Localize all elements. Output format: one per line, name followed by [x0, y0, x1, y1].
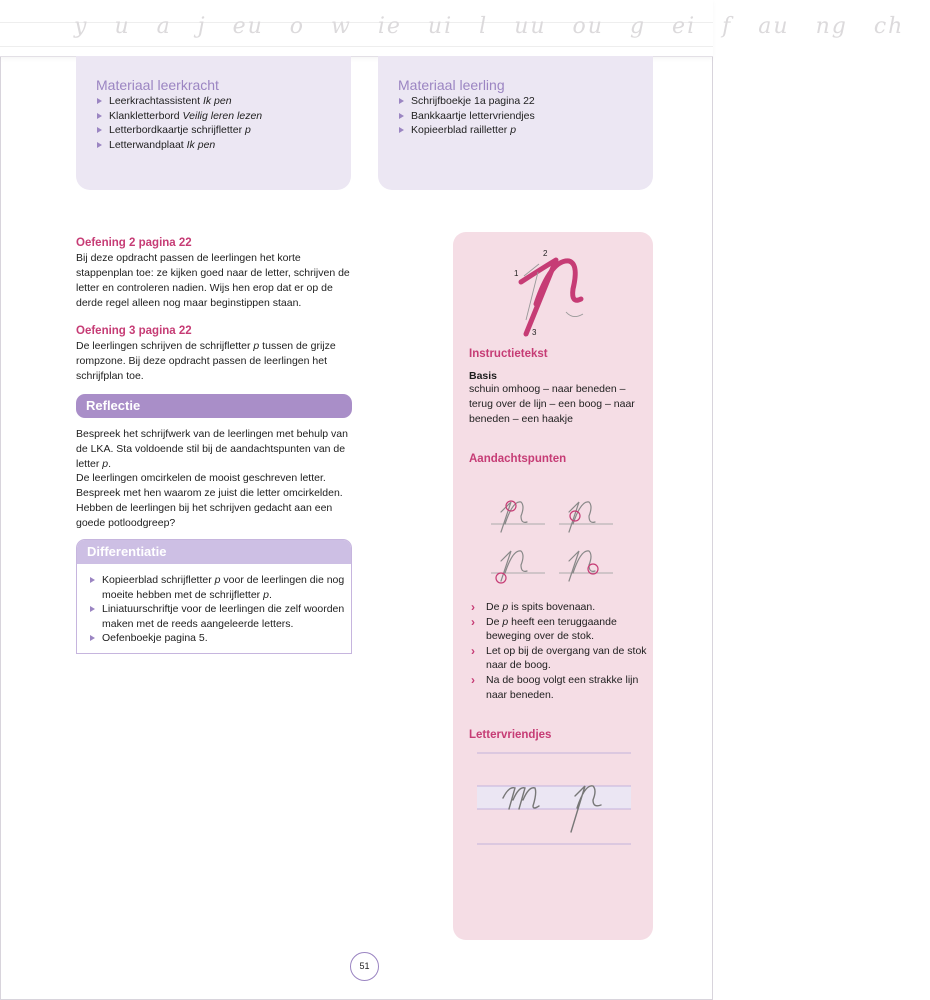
cursive-letter: o	[289, 14, 306, 39]
cursive-letter: ch	[873, 14, 905, 39]
cursive-letter: l	[479, 14, 489, 39]
list-item: Klankletterbord Veilig leren lezen	[96, 109, 262, 124]
stroke-number-1: 1	[514, 269, 519, 278]
stroke-number-3: 3	[532, 328, 537, 337]
cursive-letter: eu	[232, 14, 264, 39]
list-item: Bankkaartje lettervriendjes	[398, 109, 535, 124]
stroke-number-2: 2	[543, 249, 548, 258]
cursive-letter: f	[722, 14, 733, 39]
cursive-letter: ei	[672, 14, 697, 39]
list-item: › Let op bij de overgang van de stok naar de boog.	[471, 643, 647, 672]
cursive-letter: ng	[815, 14, 848, 39]
instructietekst-title: Instructietekst	[469, 348, 548, 360]
chevron-right-icon: ›	[471, 672, 475, 687]
header-cursive-band	[0, 0, 905, 57]
differentiatie-heading: Differentiatie	[77, 540, 351, 564]
cursive-letter: a	[156, 14, 172, 39]
cursive-letter: ou	[572, 14, 604, 39]
cursive-letter: au	[758, 14, 790, 39]
materiaal-leerkracht-title: Materiaal leerkracht	[96, 77, 219, 93]
oefening-3-text: De leerlingen schrijven de schrijfletter p tussen de grijze rompzone. Bij deze opdracht passen de leerlingen het schrijfplan toe.	[76, 340, 336, 382]
list-item: Liniatuurschriftje voor de leerlingen die zelf woorden maken met de reeds aangeleerde letters.	[89, 602, 345, 631]
letter-info-panel	[453, 232, 653, 940]
aandachtspunten-title: Aandachtspunten	[469, 453, 567, 465]
cursive-letter: w	[331, 14, 352, 39]
cursive-letter: g	[629, 14, 647, 39]
list-item: Letterwandplaat Ik pen	[96, 138, 262, 153]
cursive-letter: uu	[514, 14, 547, 39]
materiaal-leerkracht-list	[96, 94, 262, 152]
cursive-letter-strip	[74, 14, 905, 54]
oefening-2-title: Oefening 2 pagina 22	[76, 237, 192, 249]
oefening-3-title: Oefening 3 pagina 22	[76, 325, 192, 337]
materiaal-leerling-box	[378, 56, 653, 190]
oefening-2-text: Bij deze opdracht passen de leerlingen het korte stappenplan toe: ze kijken goed naar de letter, schrijven de letter en controleren nadien. Wijs hen erop dat er op de derde regel alleen nog maar beginstippen staan.	[76, 252, 350, 309]
reflectie-text-1: Bespreek het schrijfwerk van de leerlingen met behulp van de LKA. Sta voldoende stil bij de aandachtspunten van de letter p.	[76, 428, 348, 470]
chevron-right-icon: ›	[471, 600, 475, 614]
list-item: Oefenboekje pagina 5.	[89, 631, 345, 646]
page-number: 51	[350, 952, 379, 981]
aandachtspunten-list	[469, 600, 649, 702]
cursive-letter: y	[74, 14, 89, 39]
chevron-right-icon: ›	[471, 614, 475, 629]
list-item: Letterbordkaartje schrijfletter p	[96, 123, 262, 138]
reflectie-text-2: De leerlingen omcirkelen de mooist geschreven letter. Bespreek met hen waarom ze juist die letter omcirkelden. Hebben de leerlingen bij het schrijven gedacht aan een goede potloodgreep?	[76, 472, 343, 529]
cursive-letter: u	[114, 14, 131, 39]
list-item: Kopieerblad schrijfletter p voor de leerlingen die nog moeite hebben met de schrijfletter p.	[89, 573, 345, 602]
lettervriendjes-title: Lettervriendjes	[469, 729, 552, 741]
cursive-letter: ie	[377, 14, 402, 39]
list-item: Leerkrachtassistent Ik pen	[96, 94, 262, 109]
materiaal-leerling-list	[398, 94, 535, 138]
basis-text: schuin omhoog – naar beneden – terug over de lijn – een boog – naar beneden – een haakje	[469, 383, 635, 425]
list-item: Schrijfboekje 1a pagina 22	[398, 94, 535, 109]
reflectie-heading: Reflectie	[76, 394, 352, 418]
cursive-letter: ui	[427, 14, 454, 39]
list-item: › De p heeft een teruggaande beweging over de stok.	[471, 614, 617, 643]
list-item: › Na de boog volgt een strakke lijn naar beneden.	[471, 672, 639, 701]
attention-letter-illustrations	[487, 494, 617, 594]
list-item: Kopieerblad railletter p	[398, 123, 535, 138]
letter-p-stroke-diagram	[511, 244, 601, 340]
materiaal-leerkracht-box	[76, 56, 351, 190]
differentiatie-list	[89, 573, 345, 646]
cursive-letter: j	[197, 14, 207, 39]
list-item: › De p is spits bovenaan.	[471, 600, 596, 614]
lettervriendjes-illustration	[475, 748, 635, 848]
basis-label: Basis	[469, 370, 498, 382]
chevron-right-icon: ›	[471, 643, 475, 658]
materiaal-leerling-title: Materiaal leerling	[398, 77, 505, 93]
differentiatie-box	[76, 539, 352, 654]
